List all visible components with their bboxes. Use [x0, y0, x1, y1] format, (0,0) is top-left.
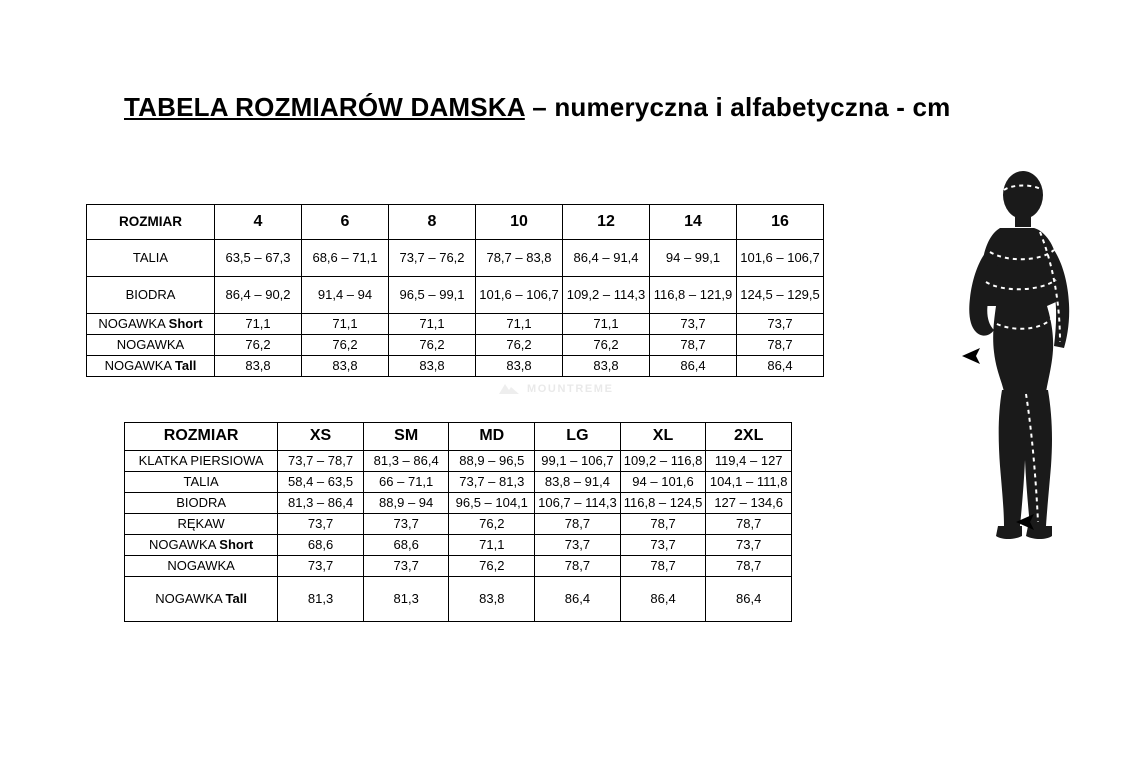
table-cell: 81,3 [363, 577, 449, 622]
table-cell: 106,7 – 114,3 [535, 493, 621, 514]
table-cell: 96,5 – 104,1 [449, 493, 535, 514]
table-cell: 78,7 [706, 556, 792, 577]
table-cell: 63,5 – 67,3 [215, 240, 302, 277]
table-cell: 104,1 – 111,8 [706, 472, 792, 493]
table-cell: 76,2 [215, 335, 302, 356]
header-cell-size: MD [449, 423, 535, 451]
table-cell: 76,2 [449, 514, 535, 535]
header-cell-size: LG [535, 423, 621, 451]
table-cell: 83,8 [563, 356, 650, 377]
table-row [125, 493, 792, 514]
row-label [87, 335, 215, 356]
row-label-text: NOGAWKA [167, 557, 235, 573]
table-cell: 78,7 [737, 335, 824, 356]
table-row [87, 335, 824, 356]
table-alpha-sizes [124, 422, 792, 622]
table-cell: 101,6 – 106,7 [476, 277, 563, 314]
table-cell: 73,7 – 76,2 [389, 240, 476, 277]
row-label-text: RĘKAW [177, 515, 225, 531]
header-cell-size: 6 [302, 205, 389, 240]
table-cell: 68,6 [278, 535, 364, 556]
page-title-rest: – numeryczna i alfabetyczna - cm [524, 92, 951, 122]
table-cell: 96,5 – 99,1 [389, 277, 476, 314]
header-cell-size: 16 [737, 205, 824, 240]
table-cell: 81,3 – 86,4 [363, 451, 449, 472]
table-row [87, 240, 824, 277]
header-cell-rowlabel: ROZMIAR [87, 205, 215, 240]
table-cell: 73,7 [737, 314, 824, 335]
table-cell: 127 – 134,6 [706, 493, 792, 514]
table-cell: 76,2 [476, 335, 563, 356]
table-cell: 94 – 99,1 [650, 240, 737, 277]
table-numeric-sizes [86, 204, 824, 377]
table-cell: 76,2 [302, 335, 389, 356]
table-cell: 78,7 – 83,8 [476, 240, 563, 277]
table-cell: 73,7 – 81,3 [449, 472, 535, 493]
table-cell: 116,8 – 121,9 [650, 277, 737, 314]
table-cell: 78,7 [620, 514, 706, 535]
table-cell: 83,8 – 91,4 [535, 472, 621, 493]
row-label-emphasis: Tall [174, 357, 197, 373]
header-cell-size: XS [278, 423, 364, 451]
table-cell: 78,7 [650, 335, 737, 356]
row-label [125, 577, 278, 622]
row-label-text: TALIA [132, 249, 169, 265]
table-row [87, 314, 824, 335]
table-cell: 109,2 – 114,3 [563, 277, 650, 314]
table-cell: 88,9 – 94 [363, 493, 449, 514]
table-cell: 83,8 [476, 356, 563, 377]
table-cell: 86,4 [620, 577, 706, 622]
header-cell-size: 2XL [706, 423, 792, 451]
table-cell: 86,4 [535, 577, 621, 622]
table-cell: 73,7 [363, 556, 449, 577]
table-cell: 83,8 [215, 356, 302, 377]
row-label-text: NOGAWKA [104, 357, 175, 373]
table-cell: 73,7 [363, 514, 449, 535]
table-cell: 83,8 [302, 356, 389, 377]
row-label [87, 314, 215, 335]
row-label-text: NOGAWKA [155, 590, 226, 606]
woman-silhouette-svg [940, 170, 1100, 570]
row-label [87, 240, 215, 277]
watermark [498, 382, 614, 395]
header-cell-size: 4 [215, 205, 302, 240]
table-cell: 78,7 [535, 514, 621, 535]
header-cell-rowlabel: ROZMIAR [125, 423, 278, 451]
table-cell: 88,9 – 96,5 [449, 451, 535, 472]
table-row [125, 514, 792, 535]
page-title-underlined: TABELA ROZMIARÓW DAMSKA [124, 92, 525, 122]
table-cell: 68,6 – 71,1 [302, 240, 389, 277]
row-label [125, 535, 278, 556]
table-cell: 76,2 [389, 335, 476, 356]
table-cell: 73,7 [706, 535, 792, 556]
table-cell: 73,7 [535, 535, 621, 556]
table-cell: 71,1 [215, 314, 302, 335]
row-label-emphasis: Short [168, 315, 203, 331]
table-cell: 99,1 – 106,7 [535, 451, 621, 472]
row-label [87, 277, 215, 314]
table-cell: 86,4 [706, 577, 792, 622]
table-cell: 76,2 [449, 556, 535, 577]
row-label-text: BIODRA [125, 286, 176, 302]
table-cell: 73,7 [650, 314, 737, 335]
row-label [125, 556, 278, 577]
table-cell: 78,7 [620, 556, 706, 577]
table-row [125, 535, 792, 556]
row-label [125, 514, 278, 535]
table-row [125, 577, 792, 622]
table-cell: 81,3 – 86,4 [278, 493, 364, 514]
table-header-row [125, 423, 792, 451]
table-row [125, 451, 792, 472]
table-cell: 68,6 [363, 535, 449, 556]
table-cell: 124,5 – 129,5 [737, 277, 824, 314]
table-header-row [87, 205, 824, 240]
table-row [87, 277, 824, 314]
row-label-text: TALIA [183, 473, 219, 489]
header-cell-size: 10 [476, 205, 563, 240]
header-cell-size: XL [620, 423, 706, 451]
row-label-text: NOGAWKA [116, 336, 185, 352]
row-label-text: NOGAWKA [148, 536, 220, 552]
table-cell: 86,4 – 91,4 [563, 240, 650, 277]
table-cell: 86,4 [650, 356, 737, 377]
table-row [125, 472, 792, 493]
table-cell: 83,8 [449, 577, 535, 622]
table-cell: 78,7 [706, 514, 792, 535]
figure-woman-silhouette [940, 170, 1100, 570]
row-label-text: BIODRA [176, 494, 227, 510]
table-cell: 94 – 101,6 [620, 472, 706, 493]
table-cell: 73,7 [620, 535, 706, 556]
table-cell: 71,1 [563, 314, 650, 335]
table-cell: 73,7 [278, 556, 364, 577]
header-cell-size: 12 [563, 205, 650, 240]
table-cell: 86,4 – 90,2 [215, 277, 302, 314]
table-cell: 101,6 – 106,7 [737, 240, 824, 277]
row-label-emphasis: Tall [225, 590, 247, 606]
table-cell: 119,4 – 127 [706, 451, 792, 472]
watermark-text: MOUNTREME [527, 382, 614, 395]
table-cell: 83,8 [389, 356, 476, 377]
table-cell: 58,4 – 63,5 [278, 472, 364, 493]
header-cell-size: 8 [389, 205, 476, 240]
table-cell: 109,2 – 116,8 [620, 451, 706, 472]
row-label [125, 451, 278, 472]
table-row [87, 356, 824, 377]
row-label [125, 493, 278, 514]
page-title [124, 92, 950, 123]
row-label [87, 356, 215, 377]
table-cell: 66 – 71,1 [363, 472, 449, 493]
mountain-icon [498, 382, 520, 395]
table-cell: 71,1 [389, 314, 476, 335]
row-label-emphasis: Short [219, 536, 254, 552]
table-cell: 73,7 – 78,7 [278, 451, 364, 472]
table-cell: 116,8 – 124,5 [620, 493, 706, 514]
table-cell: 71,1 [302, 314, 389, 335]
row-label-text: NOGAWKA [98, 315, 169, 331]
table-cell: 71,1 [476, 314, 563, 335]
table-cell: 91,4 – 94 [302, 277, 389, 314]
table-cell: 73,7 [278, 514, 364, 535]
table-cell: 71,1 [449, 535, 535, 556]
table-cell: 86,4 [737, 356, 824, 377]
table-cell: 78,7 [535, 556, 621, 577]
table-cell: 76,2 [563, 335, 650, 356]
row-label-text: KLATKA PIERSIOWA [138, 452, 264, 468]
table-row [125, 556, 792, 577]
header-cell-size: 14 [650, 205, 737, 240]
row-label [125, 472, 278, 493]
header-cell-size: SM [363, 423, 449, 451]
table-cell: 81,3 [278, 577, 364, 622]
